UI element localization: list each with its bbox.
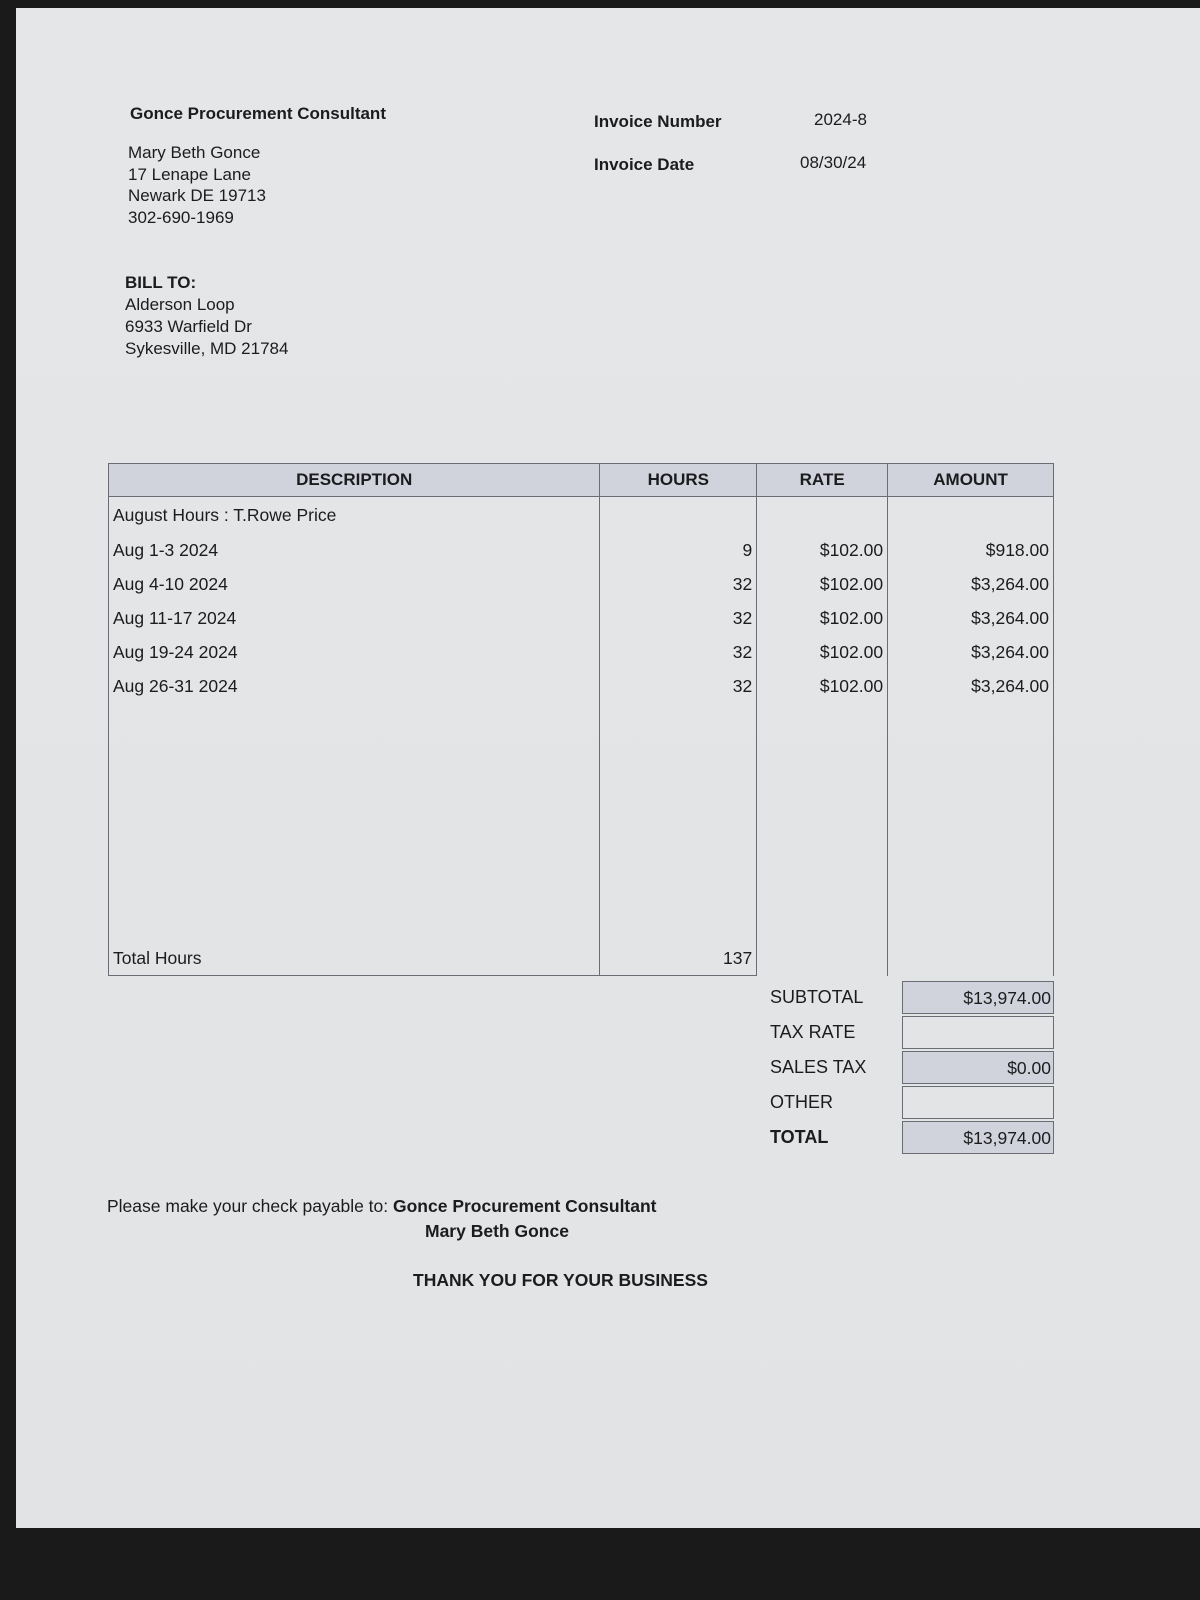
other-value <box>902 1086 1054 1119</box>
row-description: Aug 11-17 2024 <box>109 601 600 635</box>
line-items-table <box>108 463 1054 976</box>
row-hours: 32 <box>600 669 757 703</box>
row-amount: $3,264.00 <box>888 601 1054 635</box>
sender-city: Newark DE 19713 <box>128 186 266 205</box>
totals-summary <box>768 980 1054 1155</box>
row-amount: $918.00 <box>888 533 1054 567</box>
row-amount: $3,264.00 <box>888 567 1054 601</box>
header-hours: HOURS <box>600 464 757 497</box>
row-hours: 32 <box>600 635 757 669</box>
sender-company: Gonce Procurement Consultant <box>130 104 386 123</box>
subtotal-label: SUBTOTAL <box>770 987 864 1007</box>
bill-to-city: Sykesville, MD 21784 <box>125 339 289 358</box>
payable-prefix: Please make your check payable to: <box>107 1196 393 1216</box>
bill-to-block <box>125 272 288 360</box>
invoice-date: 08/30/24 <box>800 153 867 172</box>
row-amount: $3,264.00 <box>888 669 1054 703</box>
row-rate: $102.00 <box>757 601 888 635</box>
sender-name: Mary Beth Gonce <box>128 143 261 162</box>
sales-tax-row <box>768 1050 1054 1085</box>
other-label: OTHER <box>770 1092 833 1112</box>
table-blank-area <box>109 703 1054 941</box>
subtotal-row <box>768 980 1054 1015</box>
payable-company: Gonce Procurement Consultant <box>393 1196 657 1216</box>
invoice-date-label: Invoice Date <box>594 155 695 174</box>
table-section-row <box>109 497 1054 534</box>
invoice-paper <box>16 8 1200 1528</box>
row-description: Aug 1-3 2024 <box>109 533 600 567</box>
payable-line <box>107 1196 657 1217</box>
row-hours: 9 <box>600 533 757 567</box>
table-row <box>109 601 1054 635</box>
tax-rate-row <box>768 1015 1054 1050</box>
thank-you-message: THANK YOU FOR YOUR BUSINESS <box>413 1270 708 1290</box>
table-row <box>109 669 1054 703</box>
sales-tax-value: $0.00 <box>902 1051 1054 1084</box>
tax-rate-value <box>902 1016 1054 1049</box>
bill-to-street: 6933 Warfield Dr <box>125 317 252 336</box>
total-hours-value: 137 <box>600 941 757 976</box>
total-value: $13,974.00 <box>902 1121 1054 1154</box>
row-description: Aug 4-10 2024 <box>109 567 600 601</box>
invoice-number: 2024-8 <box>814 110 867 129</box>
sender-street: 17 Lenape Lane <box>128 164 251 184</box>
row-description: Aug 26-31 2024 <box>109 669 600 703</box>
table-row <box>109 567 1054 601</box>
other-row <box>768 1085 1054 1120</box>
table-row <box>109 533 1054 567</box>
row-hours: 32 <box>600 601 757 635</box>
row-rate: $102.00 <box>757 567 888 601</box>
bill-to-name: Alderson Loop <box>125 295 235 314</box>
sales-tax-label: SALES TAX <box>770 1057 867 1077</box>
row-amount: $3,264.00 <box>888 635 1054 669</box>
header-description: DESCRIPTION <box>109 464 600 497</box>
sender-phone: 302-690-1969 <box>128 207 234 227</box>
sender-contact <box>128 142 266 228</box>
invoice-number-label: Invoice Number <box>594 112 722 131</box>
total-hours-row <box>109 941 1054 976</box>
row-rate: $102.00 <box>757 635 888 669</box>
total-label: TOTAL <box>770 1127 829 1147</box>
header-rate: RATE <box>757 464 888 497</box>
total-row <box>768 1120 1054 1155</box>
table-header-row <box>109 464 1054 497</box>
row-description: Aug 19-24 2024 <box>109 635 600 669</box>
row-rate: $102.00 <box>757 533 888 567</box>
header-amount: AMOUNT <box>888 464 1054 497</box>
bill-to-label: BILL TO: <box>125 273 197 292</box>
row-hours: 32 <box>600 567 757 601</box>
subtotal-value: $13,974.00 <box>902 981 1054 1014</box>
tax-rate-label: TAX RATE <box>770 1022 856 1042</box>
table-row <box>109 635 1054 669</box>
row-rate: $102.00 <box>757 669 888 703</box>
total-hours-label: Total Hours <box>109 941 600 976</box>
section-description: August Hours : T.Rowe Price <box>109 497 600 534</box>
payable-name: Mary Beth Gonce <box>425 1221 569 1241</box>
